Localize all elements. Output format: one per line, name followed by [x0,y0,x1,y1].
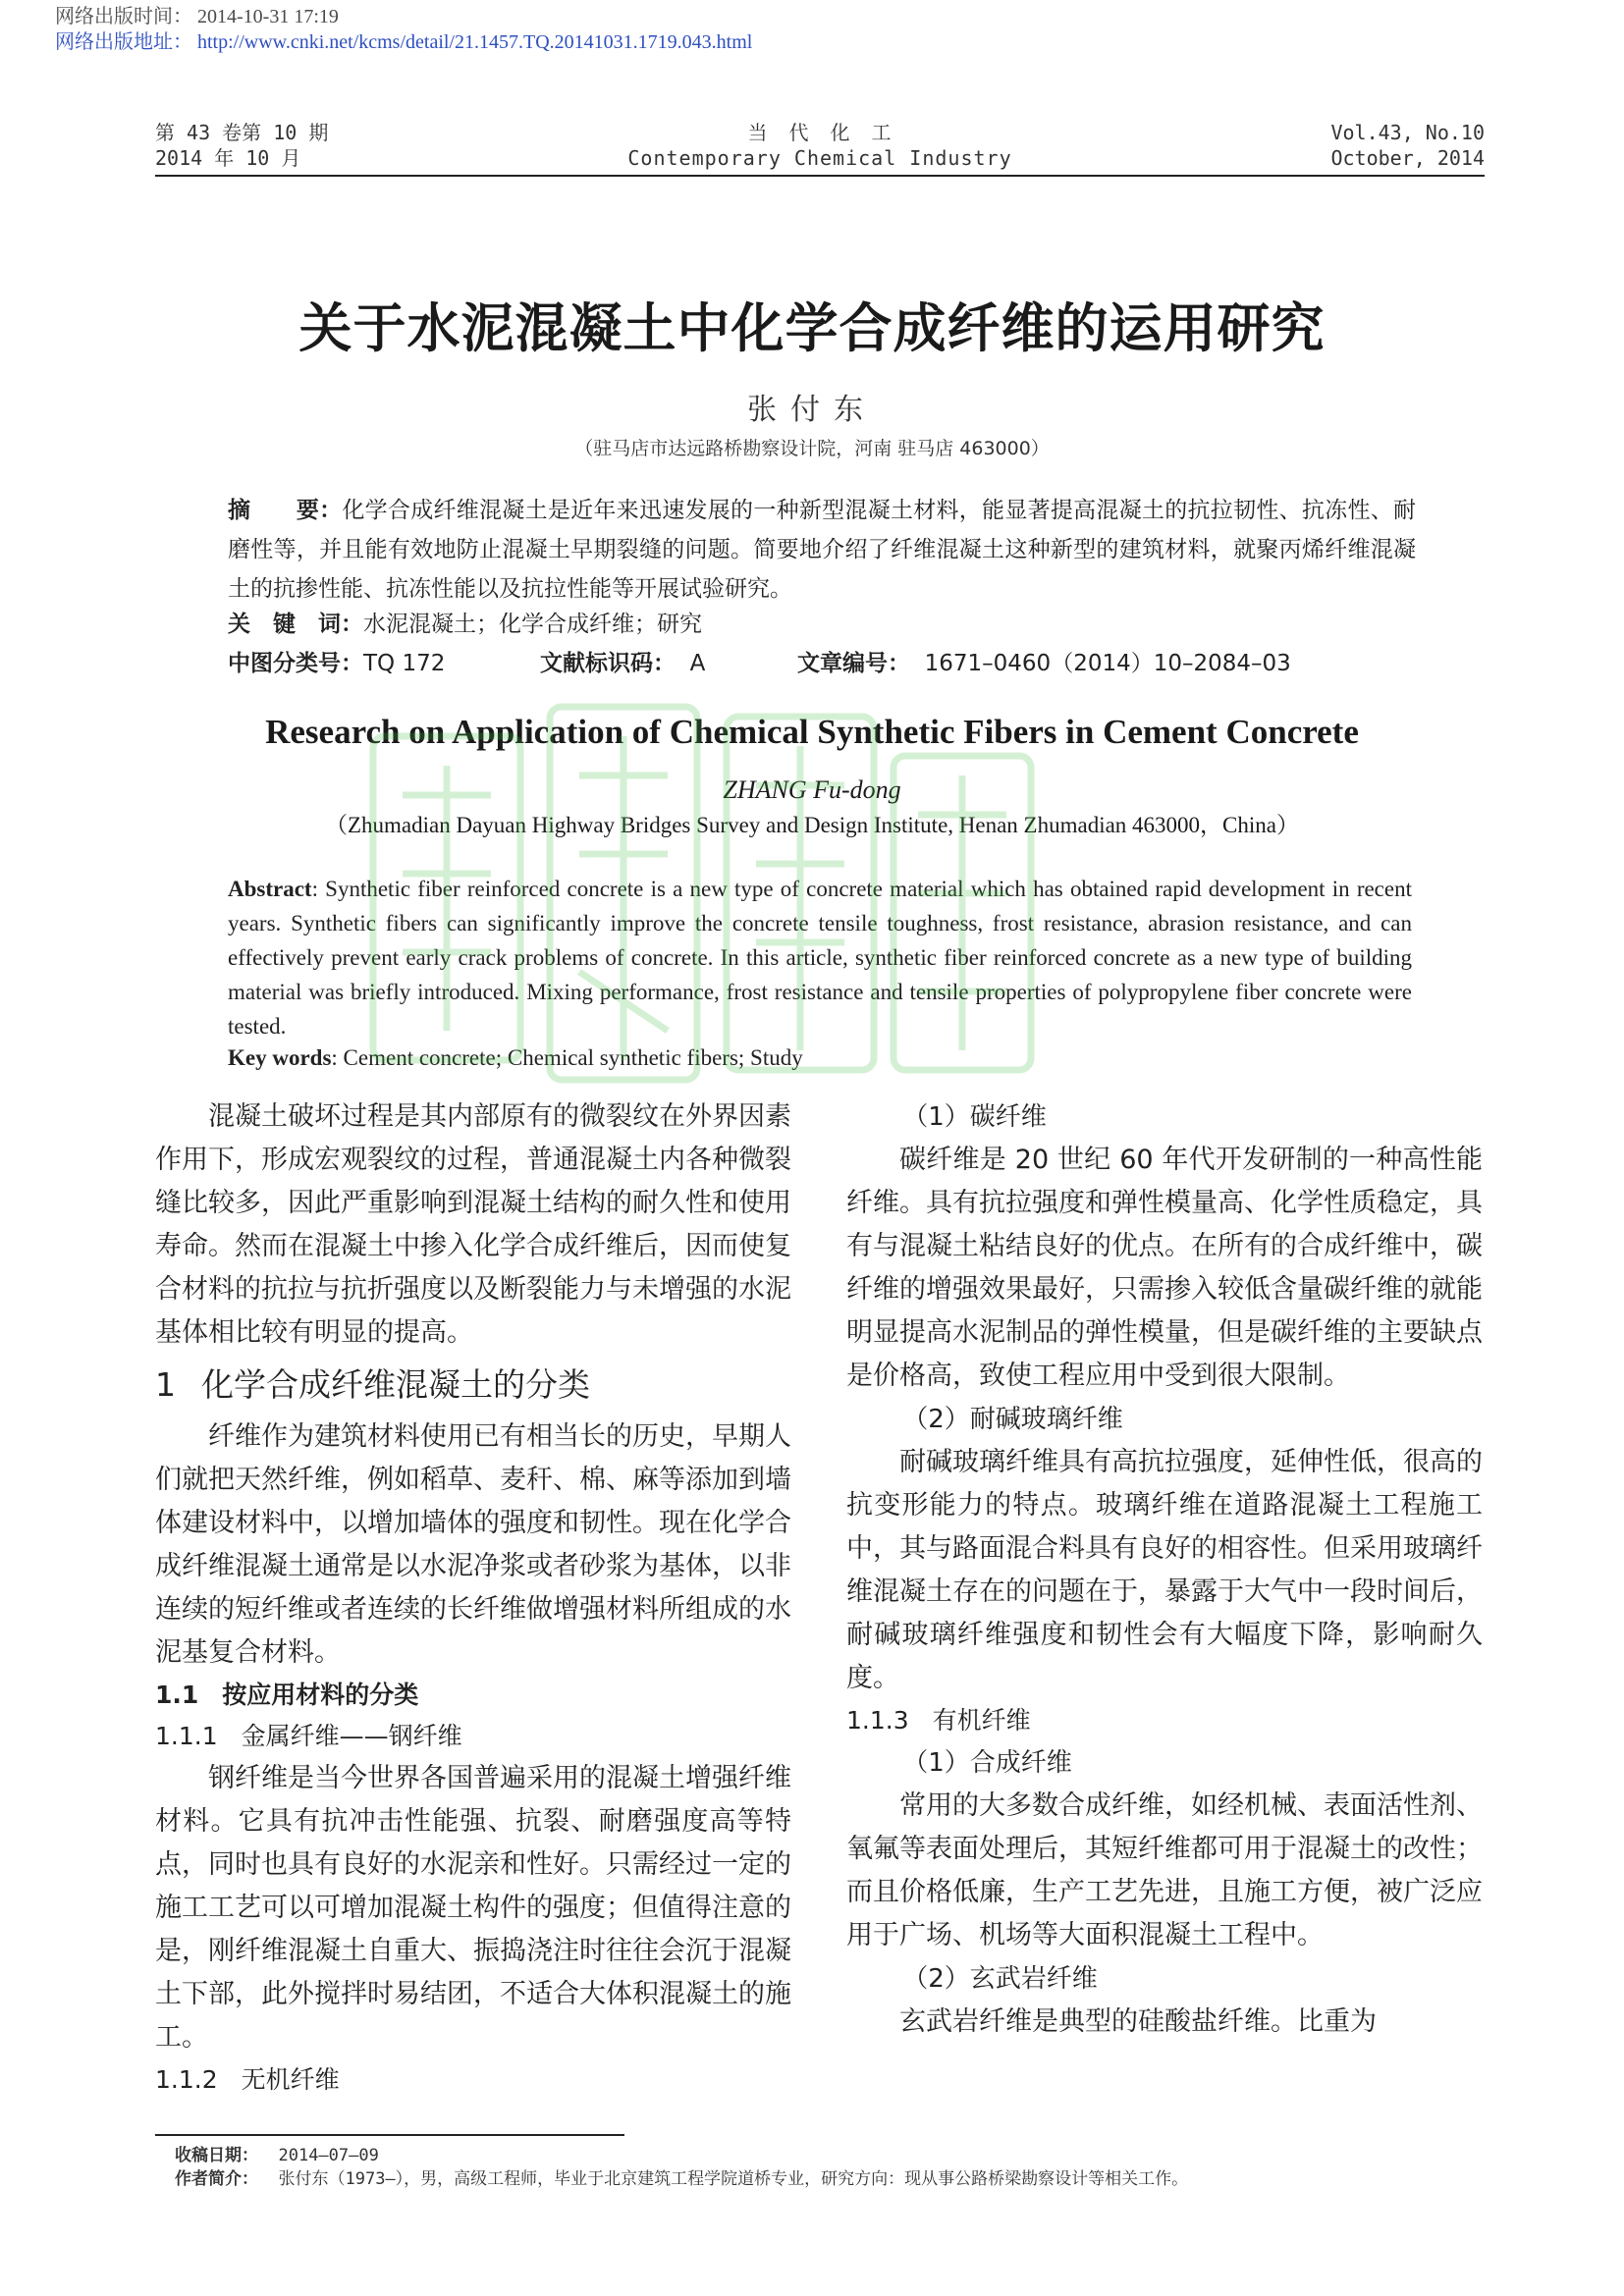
keywords-zh-text: 水泥混凝土；化学合成纤维；研究 [363,612,702,637]
body-paragraph: 混凝土破坏过程是其内部原有的微裂纹在外界因素作用下，形成宏观裂纹的过程，普通混凝土内各种微裂缝比较多，因此严重影响到混凝土结构的耐久性和使用寿命。然而在混凝土中掺入化学合成纤维后，因而使复合材料的抗拉与抗折强度以及断裂能力与未增强的水泥基体相比较有明显的提高。 [155,1101,791,1348]
keywords-en [228,1042,803,1074]
section-number: 1 [155,1365,176,1404]
volume-issue-zh: 第 43 卷第 10 期 [155,121,329,144]
doc-code-item [540,648,705,679]
author-bio-label: 作者简介： [175,2169,258,2189]
subsection-title: 按应用材料的分类 [222,1681,419,1709]
subsubsection-number: 1.1.3 [846,1706,909,1735]
journal-volume-en [1330,120,1485,171]
online-time-value: 2014-10-31 17:19 [197,6,339,27]
subsection-heading [155,1675,791,1716]
subsubsection-title: 金属纤维——钢纤维 [241,1722,462,1750]
affiliation-en: （Zhumadian Dayuan Highway Bridges Survey and Design Institute, Henan Zhumadian 463000，China） [324,813,1299,837]
online-address-label: 网络出版地址： [55,31,192,53]
clc-label: 中图分类号： [228,651,363,676]
header-rule [155,175,1485,177]
subsubsection-title: 无机纤维 [241,2065,340,2094]
clc-value: TQ 172 [363,651,446,676]
online-time-row [55,4,752,29]
subsubsection-title: 有机纤维 [932,1706,1031,1735]
keywords-en-label: Key words [228,1045,332,1070]
body-paragraph: 钢纤维是当今世界各国普遍采用的混凝土增强纤维材料。它具有抗冲击性能强、抗裂、耐磨强度高等特点，同时也具有良好的水泥亲和性好。只需经过一定的施工工艺可以可增加混凝土构件的强度；但值得注意的是，刚纤维混凝土自重大、振捣浇注时往往会沉于混凝土下部，此外搅拌时易结团，不适合大体积混凝土的施工。 [155,1763,791,2053]
publication-metadata [55,4,752,55]
abstract-en-label: Abstract [228,877,312,901]
author-bio-row [175,2167,1188,2191]
received-date-label: 收稿日期： [175,2146,258,2165]
volume-issue-en: Vol.43, No.10 [1330,121,1485,144]
abstract-en [228,872,1412,1043]
affiliation-zh: （驻马店市达远路桥勘察设计院，河南 驻马店 463000） [574,438,1050,459]
abstract-en-text: : Synthetic fiber reinforced concrete is a new type of concrete material which has obtained rapid development in recent years. Synthetic fibers can significantly improve the concrete tensile toughness, frost resistance, abrasion resistance, and can effectively prevent early crack problems of concrete. In this article, synthetic fiber reinforced concrete as a new type of building material was briefly introduced. Mixing performance, frost resistance and tensile properties of polypropylene fiber concrete were tested. [228,877,1412,1039]
author-zh: 张付东 [747,393,877,427]
subsubsection-number: 1.1.1 [155,1722,218,1750]
article-no-value: 1671–0460（2014）10–2084–03 [924,651,1291,676]
doc-code-value: A [689,651,706,676]
online-address-link[interactable]: http://www.cnki.net/kcms/detail/21.1457.TQ.20141031.1719.043.html [197,31,753,53]
journal-name-zh: 当 代 化 工 [747,121,893,144]
subsubsection-number: 1.1.2 [155,2065,218,2094]
body-paragraph: 常用的大多数合成纤维，如经机械、表面活性剂、氧氟等表面处理后，其短纤维都可用于混凝土的改性；而且价格低廉，生产工艺先进，且施工方便，被广泛应用于广场、机场等大面积混凝土工程中。 [846,1790,1483,1950]
subsubsection-heading [846,1700,1483,1741]
item-heading: （2）玄武岩纤维 [902,1964,1098,1994]
body-column-left [155,1095,791,2101]
issue-date-en: October, 2014 [1330,146,1485,170]
article-title-en: Research on Application of Chemical Synthetic Fibers in Cement Concrete [265,713,1359,751]
section-title: 化学合成纤维混凝土的分类 [201,1365,590,1404]
keywords-en-text: : Cement concrete; Chemical synthetic fibers; Study [331,1045,803,1070]
author-en: ZHANG Fu-dong [723,775,901,804]
body-paragraph: 玄武岩纤维是典型的硅酸盐纤维。比重为 [899,2006,1377,2037]
body-paragraph: 碳纤维是 20 世纪 60 年代开发研制的一种高性能纤维。具有抗拉强度和弹性模量高、化学性质稳定，具有与混凝土粘结良好的优点。在所有的合成纤维中，碳纤维的增强效果最好，只需掺入较低含量碳纤维的就能明显提高水泥制品的弹性模量，但是碳纤维的主要缺点是价格高，致使工程应用中受到很大限制。 [846,1145,1483,1391]
subsection-number: 1.1 [155,1681,199,1709]
item-heading: （2）耐碱玻璃纤维 [902,1405,1123,1434]
abstract-zh-text: 化学合成纤维混凝土是近年来迅速发展的一种新型混凝土材料，能显著提高混凝土的抗拉韧性、抗冻性、耐磨性等，并且能有效地防止混凝土早期裂缝的问题。简要地介绍了纤维混凝土这种新型的建筑材料，就聚丙烯纤维混凝土的抗掺性能、抗冻性能以及抗拉性能等开展试验研究。 [228,498,1417,602]
body-paragraph: 耐碱玻璃纤维具有高抗拉强度，延伸性低，很高的抗变形能力的特点。玻璃纤维在道路混凝土工程施工中，其与路面混合料具有良好的相容性。但采用玻璃纤维混凝土存在的问题在于，暴露于大气中一段时间后，耐碱玻璃纤维强度和韧性会有大幅度下降，影响耐久度。 [846,1447,1483,1693]
article-no-label: 文章编号： [797,651,910,676]
received-date-value: 2014–07–09 [278,2146,379,2165]
subsubsection-heading [155,2059,791,2101]
author-bio-value: 张付东（1973–），男，高级工程师，毕业于北京建筑工程学院道桥专业，研究方向：现从事公路桥梁勘察设计等相关工作。 [278,2169,1189,2189]
classification-row [228,648,1426,679]
body-column-right [846,1095,1483,2044]
body-paragraph: 纤维作为建筑材料使用已有相当长的历史，早期人们就把天然纤维，例如稻草、麦秆、棉、麻等添加到墙体建设材料中，以增加墙体的强度和韧性。现在化学合成纤维混凝土通常是以水泥净浆或者砂浆为基体，以非连续的短纤维或者连续的长纤维做增强材料所组成的水泥基复合材料。 [155,1421,791,1668]
item-heading: （1）合成纤维 [902,1748,1072,1778]
footnote [175,2144,1188,2191]
doc-code-label: 文献标识码： [540,651,676,676]
section-heading [155,1359,791,1412]
clc-item [228,648,445,679]
journal-header [155,120,1485,175]
abstract-zh-label: 摘 要： [228,498,343,523]
issue-date-zh: 2014 年 10 月 [155,146,301,170]
journal-name-en: Contemporary Chemical Industry [627,146,1012,170]
article-title-zh: 关于水泥混凝土中化学合成纤维的运用研究 [298,297,1326,359]
item-heading: （1）碳纤维 [902,1102,1047,1132]
received-date-row [175,2144,1188,2167]
subsubsection-heading [155,1716,791,1757]
keywords-zh-label: 关 键 词： [228,612,363,637]
keywords-zh [228,609,702,640]
abstract-zh [228,491,1416,609]
journal-name [155,120,1485,171]
footnote-rule [155,2134,624,2136]
article-no-item [797,648,1291,679]
online-address-row [55,29,752,55]
online-time-label: 网络出版时间： [55,6,192,27]
